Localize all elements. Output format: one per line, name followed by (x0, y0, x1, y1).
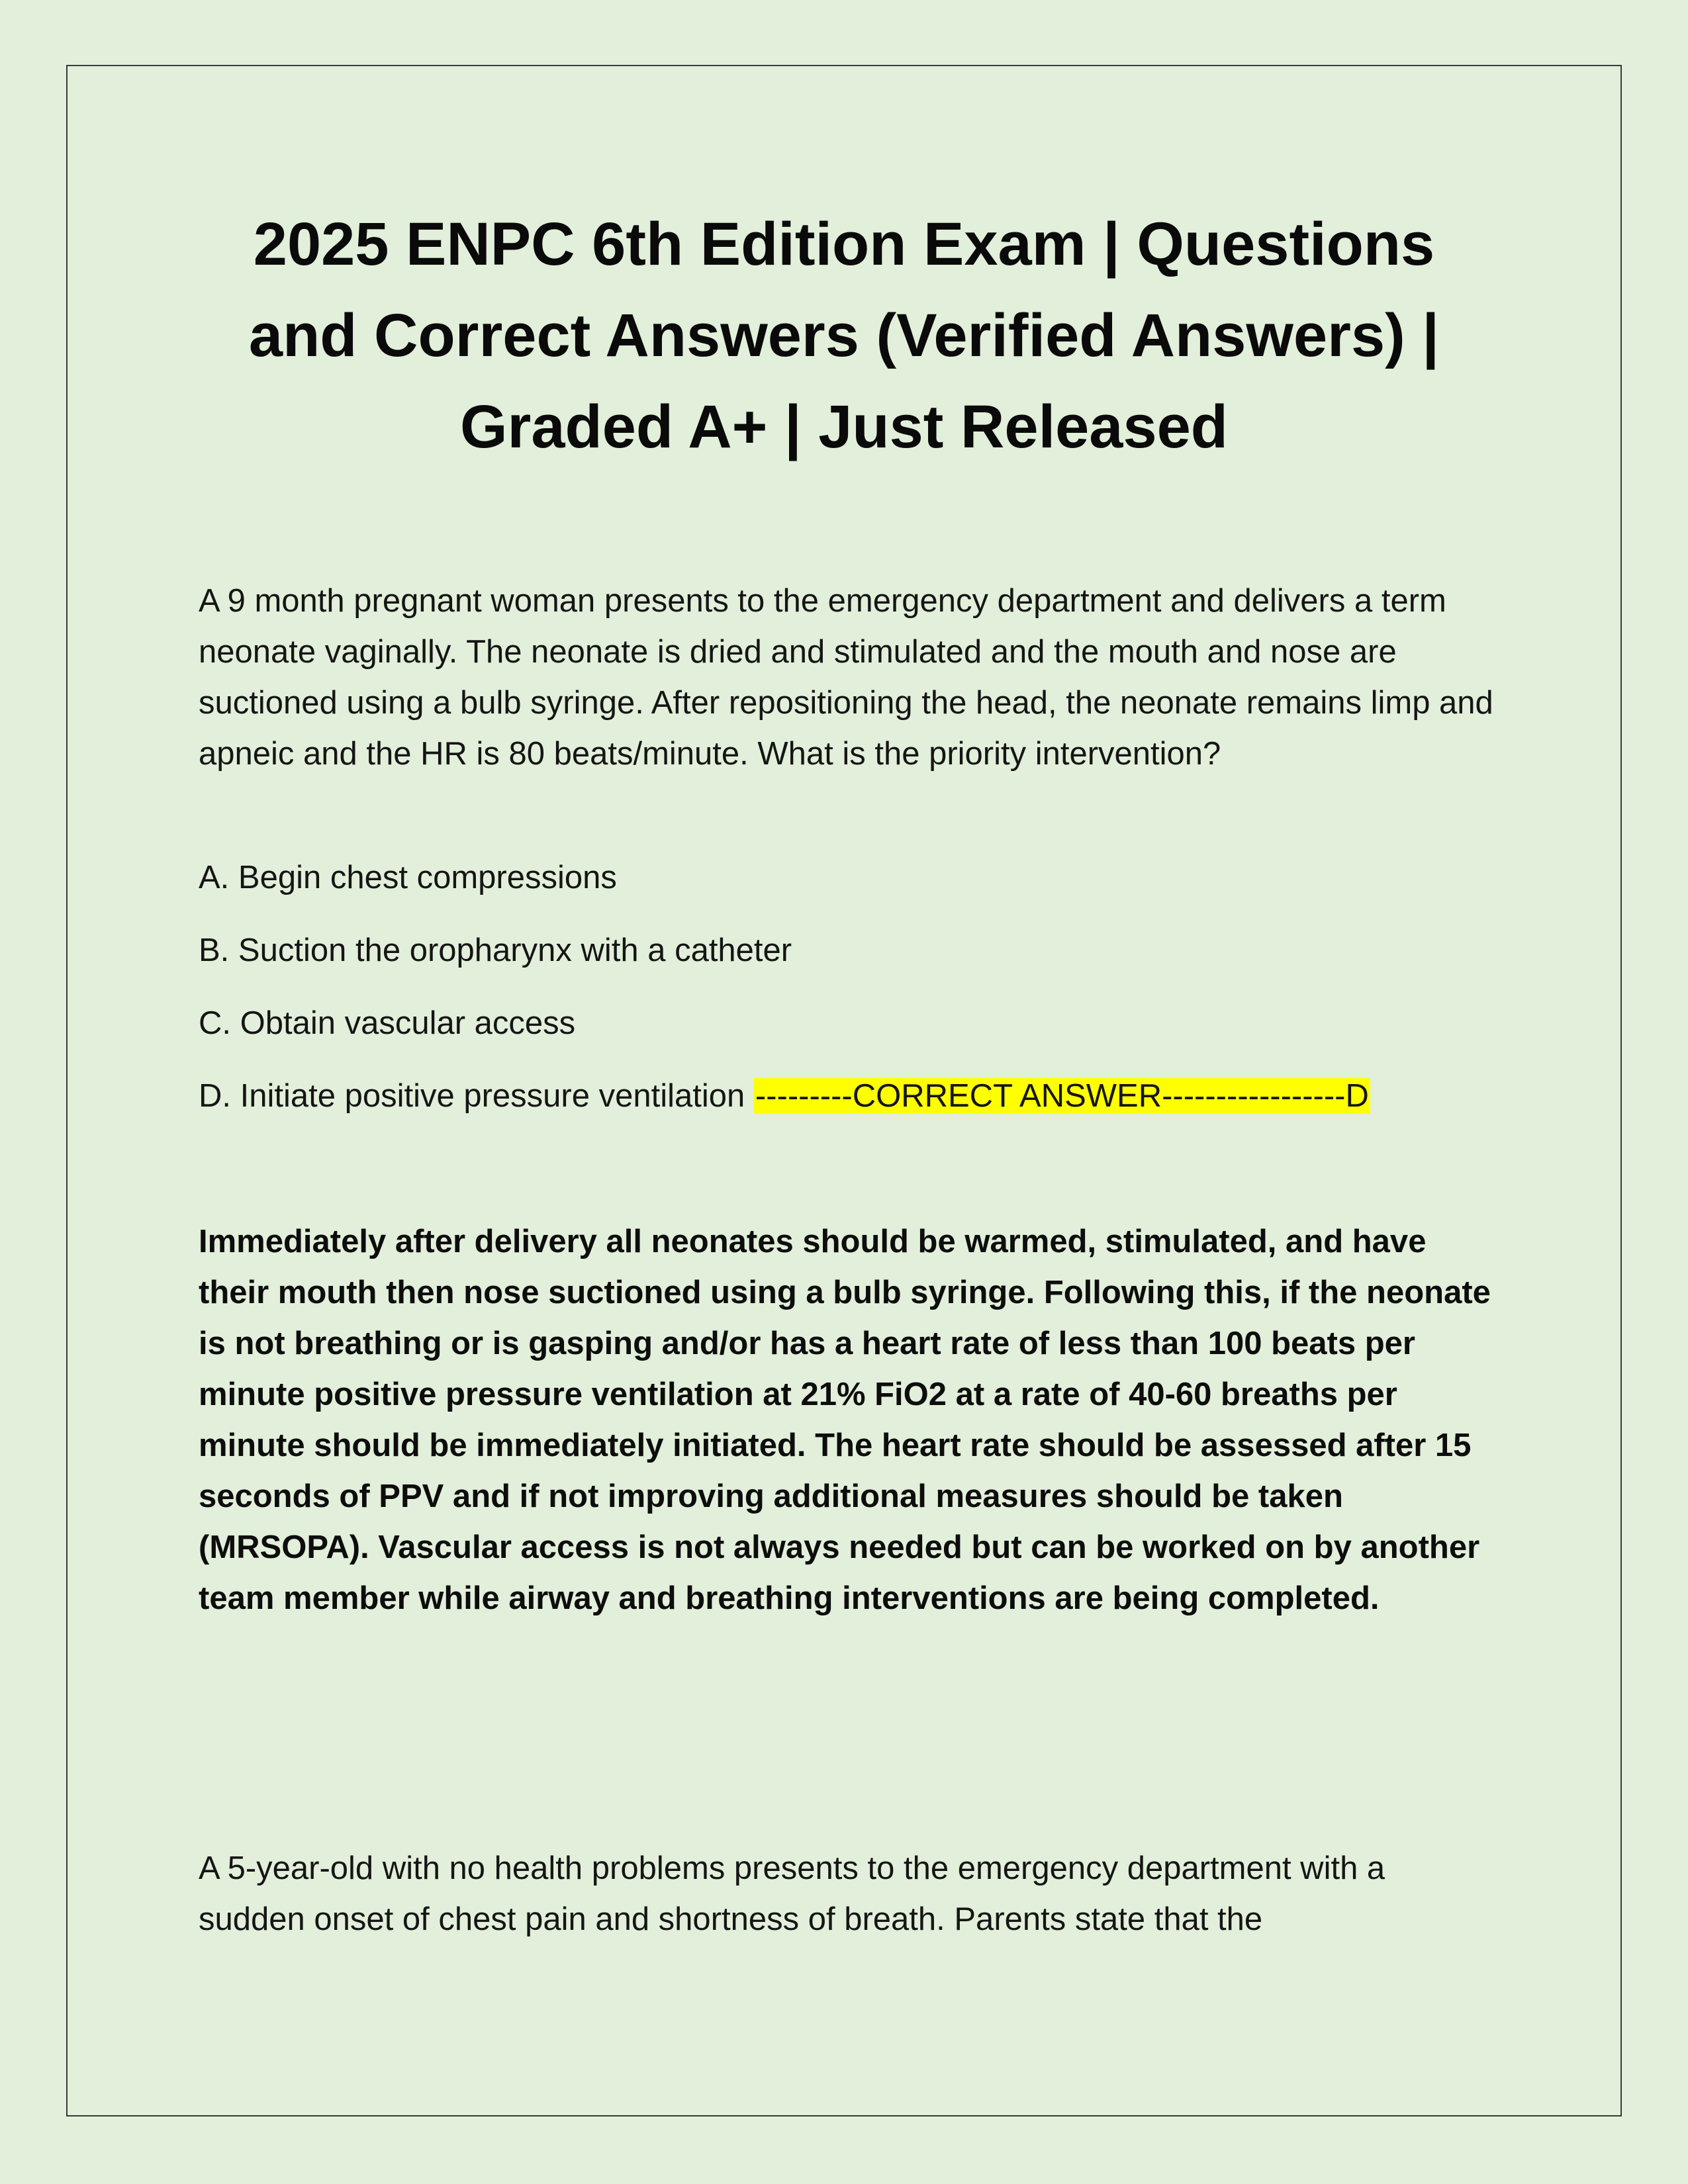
title-line-1: 2025 ENPC 6th Edition Exam | Questions (253, 210, 1435, 278)
question-2-text: A 5-year-old with no health problems presents to the emergency department with a sudden onset of chest pain and shortness of breath. Parents state that the (199, 1850, 1385, 1937)
title-line-3: Graded A+ | Just Released (459, 393, 1229, 461)
option-d-label: D. Initiate positive pressure ventilation (199, 1078, 745, 1114)
question-1-text: A 9 month pregnant woman presents to the emergency department and delivers a term neonate vaginally. The neonate is dried and stimulated and the mouth and nose are suctioned using a bulb syringe. After repositioning the head, the neonate remains limp and apneic and the HR is 80 beats/minute. What is the priority intervention? (199, 583, 1493, 772)
question-1-option-d (199, 1071, 1496, 1122)
question-1-option-a: A. Begin chest compressions (199, 860, 617, 895)
document-title (172, 199, 1516, 473)
question-1-rationale: Immediately after delivery all neonates should be warmed, stimulated, and have their mouth then nose suctioned using a bulb syringe. Following this, if the neonate is not breathing or is gasping and/or has a heart rate of less than 100 beats per minute positive pressure ventilation at 21% FiO2 at a rate of 40-60 breaths per minute should be immediately initiated. The heart rate should be assessed after 15 seconds of PPV and if not improving additional measures should be taken (MRSOPA). Vascular access is not always needed but can be worked on by another team member while airway and breathing interventions are being completed. (199, 1224, 1491, 1616)
question-1-option-c: C. Obtain vascular access (199, 1005, 576, 1041)
question-1-option-b: B. Suction the oropharynx with a catheter (199, 933, 792, 968)
title-line-2: and Correct Answers (Verified Answers) | (248, 302, 1440, 369)
correct-answer-marker: ---------CORRECT ANSWER-----------------D (755, 1078, 1369, 1114)
